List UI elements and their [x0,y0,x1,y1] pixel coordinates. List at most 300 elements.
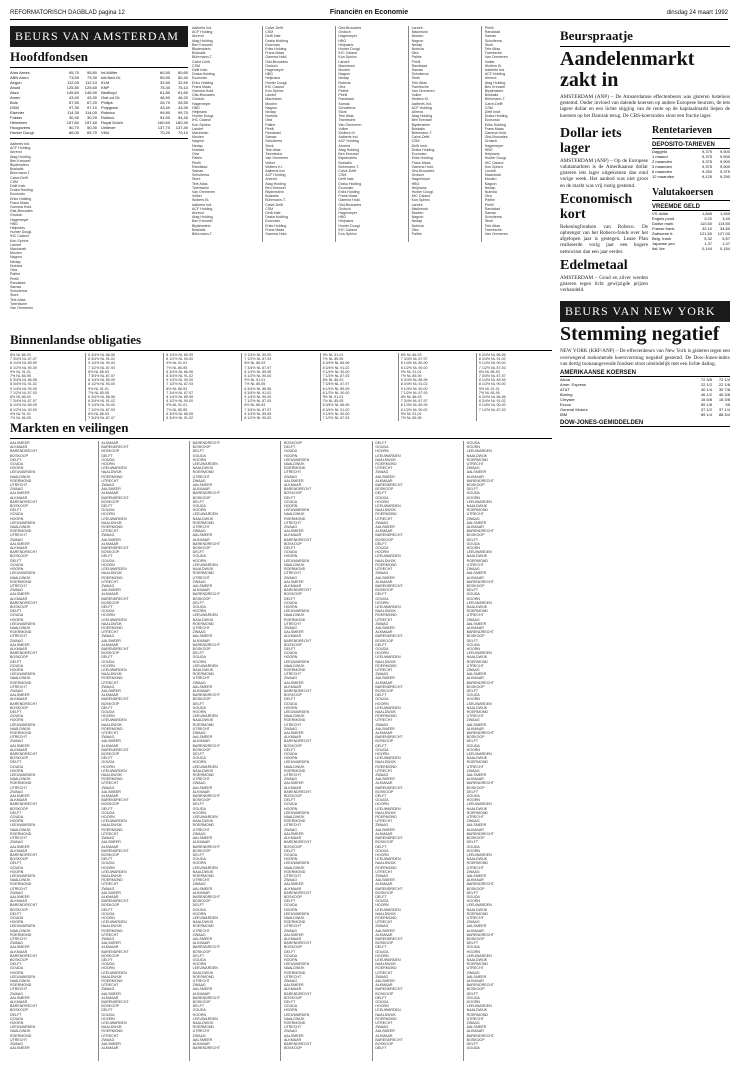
listing-line: BARENDRECHT [192,441,221,445]
row-label: Royal Dutch [101,120,123,125]
listing-line: LEEUWARDEN [375,857,401,862]
listing-line: Hunter Dougl. [484,156,507,161]
listing-line: Macintosh [411,30,428,35]
listing-line: Samas [192,168,204,173]
listing-line: Gist-Brocades [338,26,362,30]
listing-line: ZWAAG [466,567,480,572]
listing-line: HOORN [101,512,115,517]
row-label: AT&T [560,387,570,393]
listing-line: AALSMEER [101,991,121,996]
listing-line: NAALDWIJK [283,462,305,467]
listing-line: Ahrend [192,34,204,39]
listing-line: LEEUWARDEN [283,1012,310,1017]
listing-line: UTRECHT [10,634,28,639]
listing-line: UTRECHT [101,680,119,685]
listing-line: 8 1/2% NL 90-00 [322,390,350,395]
header-right: dinsdag 24 maart 1992 [666,10,728,16]
listing-line: ZWAAG [10,638,24,643]
listing-line: GOUDA [192,756,206,761]
listing-line: Landré [411,26,423,30]
listing-line: DELFT [283,848,296,853]
listing-line: 8% NL 86-93 [244,403,266,408]
listing-line: Eriks Holding [265,223,287,228]
listing-line: HBG [338,215,347,220]
listing-line: HOORN [466,747,481,752]
listing-line: Frans Maas [265,227,285,232]
listing-line: NAALDWIJK [283,714,305,719]
listing-line: NAALDWIJK [283,764,305,769]
listing-line: Blydenstein [265,189,284,194]
row-label: General Motors [560,407,588,413]
listing-line: UTRECHT [283,621,302,626]
listing-line: Otra [411,51,419,56]
listing-line: HOORN [192,911,207,916]
listing-line: AALSMEER [466,722,487,727]
listing-line: ALKMAAR [101,642,119,647]
listing-line: Gamma Hold. [265,55,288,60]
listing-line: NAALDWIJK [283,915,305,920]
listing-line: Randstad [484,30,501,35]
listing-line: Draka Holding [192,72,215,77]
listing-line: UTRECHT [283,873,302,878]
listing-line: HOORN [375,752,389,757]
listing-line: HOORN [192,659,207,664]
listing-line: BARENDRECHT [192,794,221,799]
listing-line: 8 3/4% NL 91-02 [88,399,115,404]
listing-line: Nedap [411,219,423,224]
row-value: 43,30 [86,95,97,100]
listing-line: Bührmann-T. [484,97,506,102]
listing-line: GOUDA [466,592,480,597]
listing-line: GOUDA [10,512,24,517]
listing-line: Econosto [265,219,281,224]
listing-line: Twentsche [10,301,28,306]
listing-line: Draka Holding [265,38,288,43]
listing-line: ROERMOND [375,1016,397,1021]
row-value: 72 3/8 [700,377,712,383]
listing-line: Landré [484,168,496,173]
listing-line: BOSKOOP [192,798,211,803]
listing-line: HOORN [101,1016,115,1021]
listing-line: Hagemeyer [338,34,357,39]
listing-line: HOORN [283,453,298,458]
listing-line: LEEUWARDEN [375,554,401,559]
listing-line: BOSKOOP [101,499,120,504]
listing-line: 8 1/4% NL 89-99 [166,395,194,400]
listing-line: GOUDA [375,949,389,954]
listing-line: AALSMEER [375,1029,395,1034]
listing-line: ROERMOND [192,470,215,475]
listing-line: UTRECHT [10,533,28,538]
dow-title: DOW-JONES-GEMIDDELDEN [560,420,730,427]
listing-line: 6 3/4% NL 86-96 [322,403,350,408]
listing-line: Stork [265,143,274,148]
row-value: 16 5/8 [700,397,712,403]
listing-line: ROERMOND [466,911,489,916]
listing-line: ZWAAG [283,928,298,933]
listing-line: LEEUWARDEN [466,449,492,454]
listing-line: ZWAAG [192,478,206,483]
listing-line: Nedap [192,143,203,148]
listing-line: 6 3/4% NL 86-96 [88,395,115,400]
listing-line: GOUDA [10,815,24,820]
listing-line: ALKMAAR [466,878,484,883]
ny-table-title: AMERIKAANSE KOERSEN [560,370,730,377]
listing-line: 6 3/4% NL 86-96 [88,353,115,357]
listing-line: Boskalis [338,160,352,165]
listing-line: Nutricia [411,47,424,52]
listing-line: Schuitema [192,173,209,178]
listing-line: NAALDWIJK [101,520,122,525]
listing-line: ZWAAG [101,987,115,992]
row-label: Nedlloyd [101,90,117,95]
listing-line: DELFT [192,499,205,504]
listing-line: Schuitema [411,72,429,77]
listing-line: NAALDWIJK [375,609,396,614]
row-label: Int.Müller [101,70,118,75]
listing-line: GOUDA [101,457,115,462]
listing-line: 7% NL 85-95 [10,374,31,379]
listing-line: Randstad [10,280,26,285]
row-value: 22 1/2 [700,382,712,388]
row-label: Ahrs Arnes [10,70,30,75]
row-value: 30,20 [86,115,97,120]
row-label: Duitse mark [652,220,674,226]
listing-line: BOSKOOP [466,684,485,689]
listing-line: ROERMOND [10,680,32,685]
listing-line: ZWAAG [283,525,298,530]
listing-line: Heijmans [192,110,207,115]
listing-line: ZWAAG [101,936,115,941]
listing-line: LEEUWARDEN [375,806,401,811]
listing-line: BARENDRECHT [283,638,312,643]
listing-line: ROERMOND [466,861,489,866]
listing-line: BARENDRECHT [10,953,38,958]
listing-line: 6 3/4% NL 86-96 [478,353,506,357]
listing-line: BOSKOOP [192,546,211,551]
listing-line: ROERMOND [101,1029,123,1034]
listing-line: DELFT [466,688,479,693]
listing-line: Delft Instr. [192,68,209,73]
listing-line: UTRECHT [192,625,210,630]
row-label: Unilever [101,125,116,130]
row-value: 55 [725,402,730,408]
listing-line: Ahrend [10,150,22,155]
listing-line: 9 1/4% NL 90-00 [88,403,115,408]
listing-line: 9% NL 91-01 [10,369,31,374]
listing-line: ZWAAG [466,718,480,723]
listing-line: HOORN [466,445,481,450]
listing-line: Econosto [10,192,25,197]
listing-line: Gist-Brocades [192,93,215,98]
listing-line: UTRECHT [283,823,302,828]
row-value: 9,500 [719,163,730,169]
listing-line: Kon.Sphinx [338,55,357,60]
listing-line: Eriks Holding [192,80,214,85]
listing-line: BOSKOOP [10,806,28,811]
listing-line: 6 3/4% NL 86-96 [400,378,428,383]
listing-line: 6 3/4% NL 86-96 [478,395,506,400]
listing-line: NAALDWIJK [466,604,488,609]
listing-line: GOUDA [10,562,24,567]
listing-line: BOSKOOP [101,903,120,908]
row-value: 46,20 [177,95,188,100]
listing-line: Atag Holding [192,38,213,43]
listing-line: ALKMAAR [192,588,210,593]
listing-line: BARENDRECHT [466,983,494,988]
listing-line: Wolters Kl. [192,198,210,203]
listing-line: Nutricia [10,263,23,268]
listing-line: DELFT [375,945,387,950]
row-label: Belg. frank [652,235,672,241]
listing-line: ROERMOND [101,827,123,832]
listing-line: AALSMEER [101,1042,121,1047]
listing-line: Heijmans [411,185,427,190]
listing-line: BOSKOOP [192,596,211,601]
listing-line: NAALDWIJK [466,756,488,761]
listing-line: Twentsche [484,51,502,56]
listing-line: ROERMOND [192,1025,215,1030]
listing-line: Calvé-Delft [338,168,357,173]
listing-line: Calvé-Delft [192,59,210,64]
listing-line: Van Ommeren [484,55,508,60]
listing-line: ROERMOND [466,508,489,513]
listing-line: ALKMAAR [192,638,210,643]
listing-line: 8 1/4% NL 89-99 [244,369,272,374]
listing-line: ROERMOND [283,567,306,572]
listing-line: BOSKOOP [466,836,485,841]
listing-line: AALSMEER [283,882,304,887]
listing-line: Atag Holding [411,114,433,119]
listing-line: HOORN [192,962,207,967]
listing-line: BARENDRECHT [466,1033,494,1038]
hoofdfondsen-title: Hoofdfondsen [10,47,188,68]
listing-line: Heijmans [265,76,281,81]
listing-line: 8% NL 86-93 [10,353,31,357]
listing-line: Aalberts Ind. [192,202,213,207]
row-value: 137,40 [175,125,188,130]
row-label: Chrysler [560,397,575,403]
listing-line: AALSMEER [283,932,304,937]
listing-line: Gist-Brocades [484,135,508,140]
listing-line: ZWAAG [10,840,24,845]
listing-line: DELFT [10,760,22,765]
listing-line: ACF Holding [338,139,359,144]
table-row [101,130,188,135]
listing-line: ALKMAAR [283,533,302,538]
listing-line: DELFT [192,600,205,605]
listing-line: HOORN [101,613,115,618]
listing-line: Nedap [10,259,21,264]
listing-line: ROERMOND [101,625,123,630]
listing-line: AALSMEER [10,945,30,950]
row-value: 37 1/4 [718,407,730,413]
listing-line: AALSMEER [10,541,30,546]
listing-line: Nagron [411,215,424,220]
listing-line: LEEUWARDEN [101,718,127,723]
listing-line: NAALDWIJK [466,504,488,509]
row-value: 112,00 [67,80,79,85]
listing-line: GOUDA [10,764,24,769]
listing-line: UTRECHT [466,663,484,668]
listing-line: AALSMEER [375,928,395,933]
listing-line: HOORN [375,852,389,857]
listing-line: ZWAAG [466,920,480,925]
listing-line: BOSKOOP [466,735,485,740]
listing-line: 7% NL 85-95 [166,407,188,412]
listing-line: NAALDWIJK [192,466,214,471]
listing-line: DELFT [10,1012,22,1017]
listing-line: DELFT [283,798,296,803]
listing-line: CSM [338,173,347,178]
markten-columns [10,441,552,1061]
listing-line: 9 1/4% NL 90-00 [244,353,272,357]
listing-line: Delft Instr. [10,184,27,189]
listing-line: 8 1/4% NL 89-99 [400,403,428,408]
header-center: Financiën en Economie [329,9,409,16]
listing-line: AALSMEER [192,785,213,790]
listing-line: Econosto [265,42,281,47]
listing-line: ZWAAG [10,537,24,542]
listing-line: LEEUWARDEN [10,520,36,525]
row-label: Heineken [10,120,27,125]
listing-line: BARENDRECHT [283,789,312,794]
listing-line: NAALDWIJK [101,924,122,929]
markten-title: Markten en veilingen [10,418,552,439]
row-value: 112,10 [85,80,97,85]
row-label: Japanse yen [652,240,675,246]
listing-line: ALKMAAR [192,941,210,946]
listing-line: ZWAAG [101,533,115,538]
listing-line: ALKMAAR [375,831,393,836]
listing-line: HOORN [192,710,207,714]
listing-line: NAALDWIJK [192,819,214,824]
listing-line: Delft Instr. [265,34,282,39]
listing-line: GOUDA [10,714,24,719]
listing-line: DELFT [283,1000,296,1005]
listing-line: DELFT [192,852,205,857]
listing-line: GOUDA [283,550,298,555]
listing-line: HOORN [101,764,115,769]
listing-line: ZWAAG [10,789,24,794]
listing-line: UTRECHT [192,676,210,681]
listing-line: Eriks Holding [10,196,32,201]
row-value: 114,30 [67,110,79,115]
listing-line: Calvé-Delft [411,135,430,140]
listing-line: DELFT [466,588,479,593]
listing-line: Draka Holding [10,188,33,193]
listing-line: HOORN [192,1012,207,1017]
listing-line: NAALDWIJK [101,773,122,778]
listing-line: 8% NL 86-93 [322,378,344,383]
listing-line: DELFT [466,537,479,542]
listing-line: DELFT [466,840,479,845]
row-value: 127,00 [717,230,730,236]
listing-line: BOSKOOP [192,949,211,954]
listing-line: 7 3/4% NL 87-97 [400,357,428,362]
listing-line: ALKMAAR [283,987,302,992]
row-value: 95,70 [68,70,79,75]
listing-line: BOSKOOP [192,1000,211,1005]
listing-line: AALSMEER [192,936,213,941]
listing-line: Samas [484,34,496,39]
listing-line: Randstad [192,164,208,169]
listing-line: BOSKOOP [375,537,394,542]
row-value: 95,80 [86,70,97,75]
listing-line: ZWAAG [192,529,206,534]
listing-line: ROERMOND [283,617,306,622]
listing-line: Delft Instr. [265,210,282,215]
listing-line: Frans Maas [265,51,285,56]
listing-line: 8 1/2% NL 90-00 [400,407,428,412]
listing-line: BOSKOOP [10,504,28,509]
listing-line: 9% NL 91-01 [478,386,500,391]
listing-line: ROERMOND [192,823,215,828]
listing-line: NAALDWIJK [10,928,31,933]
listing-line: GOUDA [283,449,298,454]
listing-line: Aalberts Ind. [265,168,286,173]
listing-line: GOUDA [466,743,480,748]
listing-line: ROERMOND [375,462,397,467]
right-split [560,123,730,294]
beurs-ny-title: BEURS VAN NEW YORK [560,301,730,322]
listing-line: BOSKOOP [375,789,394,794]
listing-line: HOORN [375,1004,389,1009]
listing-line: Ahrend [338,143,350,148]
listing-line: NAALDWIJK [466,907,488,912]
listing-line: BARENDRECHT [466,932,494,937]
row-label: Hunter Dougl. [10,130,35,135]
listing-line: BOSKOOP [101,752,120,757]
listing-line: ZWAAG [10,890,24,895]
listing-line: ROERMOND [466,457,489,462]
row-value: 22 1/8 [718,382,730,388]
listing-line: DELFT [101,857,113,862]
listing-line: Draka Holding [484,114,508,119]
listing-line: UTRECHT [375,819,393,824]
listing-line: Randstad [484,206,501,211]
listing-line: HOORN [375,449,389,454]
listing-line: Gamma Hold. [265,231,288,236]
obligaties-block [10,330,552,421]
listing-line: ALKMAAR [283,634,302,639]
listing-line: NAALDWIJK [10,575,31,580]
listing-line: Blydenstein [338,156,357,161]
listing-line: 7 3/4% NL 87-97 [88,374,115,379]
listing-line: NAALDWIJK [375,760,396,765]
listing-line: CSM [192,63,200,68]
listing-line: Nagron [411,38,424,43]
listing-line: LEEUWARDEN [283,962,310,967]
listing-line: ROERMOND [101,575,123,580]
listing-line: Eriks Holding [338,189,360,194]
listing-line: AALSMEER [101,789,121,794]
listing-line: 7% NL 85-95 [88,390,109,395]
listing-line: Grolsch [411,173,424,178]
listing-line: HOORN [10,667,24,672]
listing-line: BARENDRECHT [466,831,494,836]
listing-line: ALKMAAR [10,747,28,752]
listing-line: BOSKOOP [375,487,394,492]
listing-line: ROERMOND [10,983,32,988]
listing-line: ALKMAAR [101,541,119,546]
listing-line: DELFT [283,899,296,904]
listing-line: Blydenstein [411,122,431,127]
row-value: 0,144 [701,245,712,251]
listing-line: AALSMEER [192,836,213,841]
listing-line: LEEUWARDEN [283,659,310,664]
listing-line: BOSKOOP [10,453,28,458]
